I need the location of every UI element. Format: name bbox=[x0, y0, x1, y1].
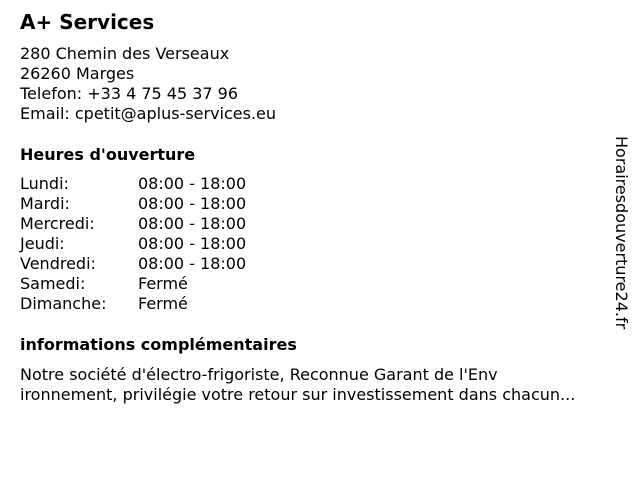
address-line-2: 26260 Marges bbox=[20, 64, 135, 83]
address-line-1: 280 Chemin des Verseaux bbox=[20, 44, 230, 63]
hours-row-tuesday bbox=[20, 194, 246, 214]
day-label: Dimanche: bbox=[20, 294, 107, 313]
hours-row-monday bbox=[20, 174, 246, 194]
email-address: Email: cpetit@aplus-services.eu bbox=[20, 104, 277, 123]
description-line-2: ironnement, privilégie votre retour sur investissement dans chacun... bbox=[20, 385, 576, 404]
additional-info-heading: informations complémentaires bbox=[20, 335, 297, 354]
opening-hours-table bbox=[20, 174, 246, 314]
description-line-1: Notre société d'électro-frigoriste, Reconnue Garant de l'Env bbox=[20, 365, 498, 384]
time-value: 08:00 - 18:00 bbox=[138, 254, 247, 273]
day-label: Mercredi: bbox=[20, 214, 95, 233]
hours-row-wednesday bbox=[20, 214, 246, 234]
time-value: 08:00 - 18:00 bbox=[138, 174, 247, 193]
hours-row-saturday bbox=[20, 274, 246, 294]
time-value: Fermé bbox=[138, 294, 188, 313]
time-value: 08:00 - 18:00 bbox=[138, 234, 247, 253]
business-name: A+ Services bbox=[20, 10, 155, 34]
hours-row-friday bbox=[20, 254, 246, 274]
time-value: 08:00 - 18:00 bbox=[138, 214, 247, 233]
opening-hours-heading: Heures d'ouverture bbox=[20, 145, 196, 164]
day-label: Jeudi: bbox=[20, 234, 65, 253]
day-label: Samedi: bbox=[20, 274, 86, 293]
time-value: 08:00 - 18:00 bbox=[138, 194, 247, 213]
day-label: Vendredi: bbox=[20, 254, 96, 273]
site-watermark: Horairesdouverture24.fr bbox=[612, 136, 631, 330]
business-description bbox=[20, 365, 630, 405]
hours-row-thursday bbox=[20, 234, 246, 254]
day-label: Lundi: bbox=[20, 174, 69, 193]
phone-number: Telefon: +33 4 75 45 37 96 bbox=[20, 84, 239, 103]
time-value: Fermé bbox=[138, 274, 188, 293]
day-label: Mardi: bbox=[20, 194, 70, 213]
contact-block bbox=[20, 44, 276, 124]
hours-row-sunday bbox=[20, 294, 246, 314]
